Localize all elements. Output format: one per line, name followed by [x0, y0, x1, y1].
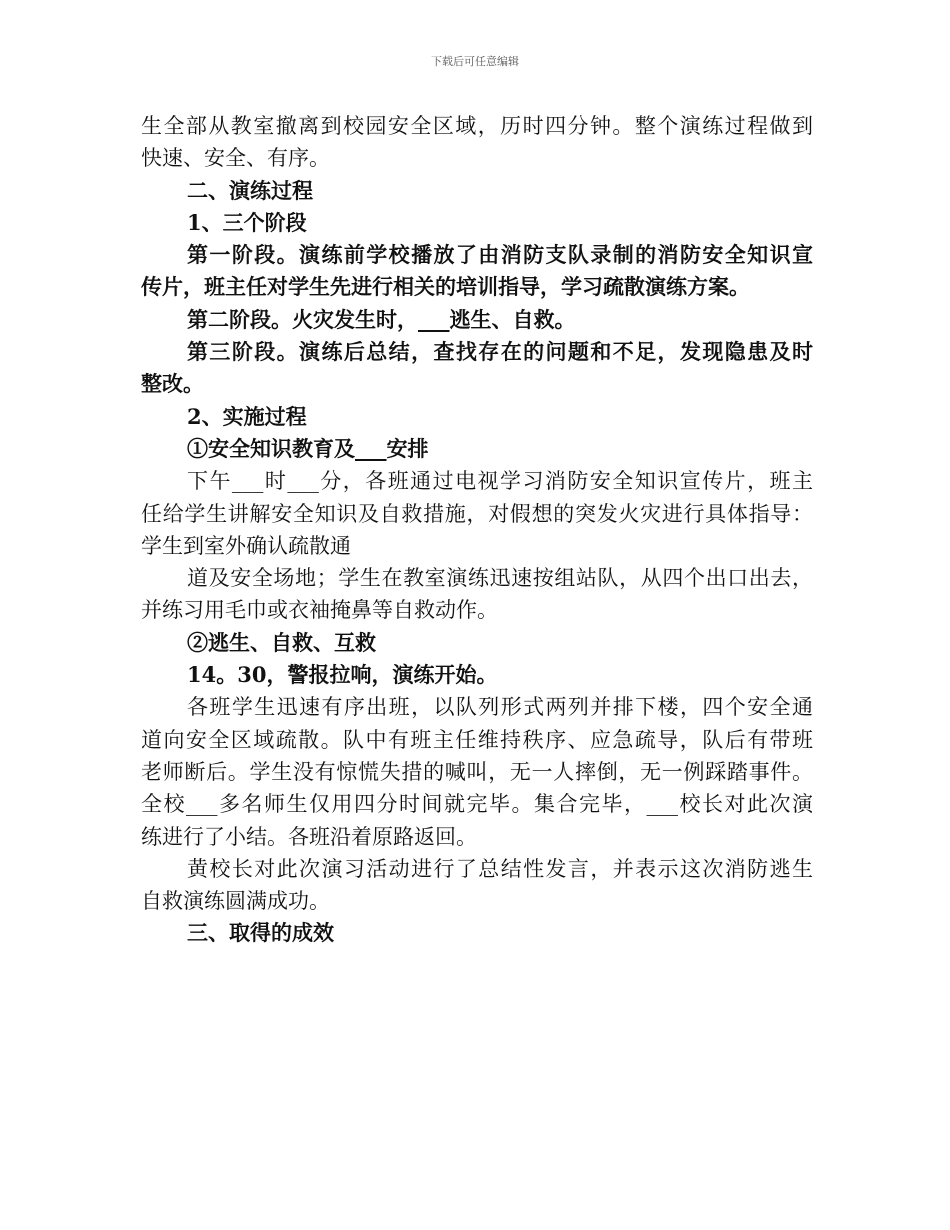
heading-line: 三、取得的成效	[187, 920, 334, 946]
heading-line: ①安全知识教育及___安排	[187, 435, 429, 461]
heading-line: 二、演练过程	[187, 177, 313, 203]
heading-line: 整改。	[141, 371, 204, 397]
text-line: 道向安全区域疏散。队中有班主任维持秩序、应急疏导，队后有带班	[141, 727, 813, 752]
heading-line: 14。30，警报拉响，演练开始。	[187, 662, 498, 688]
text-line: 学生到室外确认疏散通	[141, 533, 351, 558]
text-line: 各班学生迅速有序出班，以队列形式两列并排下楼，四个安全通	[187, 695, 813, 720]
page-header: 下载后可任意编辑	[431, 55, 519, 68]
text-line: 生全部从教室撤离到校园安全区域，历时四分钟。整个演练过程做到	[141, 114, 813, 138]
heading-line: 第二阶段。火灾发生时，___逃生、自救。	[187, 306, 576, 332]
heading-line: 1、三个阶段	[187, 209, 307, 235]
text-line: 自救演练圆满成功。	[141, 889, 330, 914]
heading-line: 第一阶段。演练前学校播放了由消防支队录制的消防安全知识宣	[187, 242, 813, 268]
text-line: 下午___时___分，各班通过电视学习消防安全知识宣传片，班主	[187, 469, 813, 494]
text-line: 全校___多名师生仅用四分时间就完毕。集合完毕，___校长对此次演	[141, 792, 813, 817]
heading-line: 传片，班主任对学生先进行相关的培训指导，学习疏散演练方案。	[141, 274, 750, 300]
heading-line: 2、实施过程	[187, 403, 307, 429]
heading-line: 第三阶段。演练后总结，查找存在的问题和不足，发现隐患及时	[187, 339, 813, 365]
heading-line: ②逃生、自救、互救	[187, 629, 376, 655]
text-line: 快速、安全、有序。	[141, 146, 330, 171]
document-body	[141, 110, 813, 950]
text-line: 老师断后。学生没有惊慌失措的喊叫，无一人摔倒，无一例踩踏事件。	[141, 759, 813, 784]
text-line: 练进行了小结。各班沿着原路返回。	[141, 824, 477, 849]
text-line: 任给学生讲解安全知识及自救措施，对假想的突发火灾进行具体指导：	[141, 501, 813, 526]
text-line: 道及安全场地；学生在教室演练迅速按组站队，从四个出口出去，	[187, 566, 813, 591]
text-line: 黄校长对此次演习活动进行了总结性发言，并表示这次消防逃生	[187, 856, 813, 881]
text-line: 并练习用毛巾或衣袖掩鼻等自救动作。	[141, 598, 498, 623]
